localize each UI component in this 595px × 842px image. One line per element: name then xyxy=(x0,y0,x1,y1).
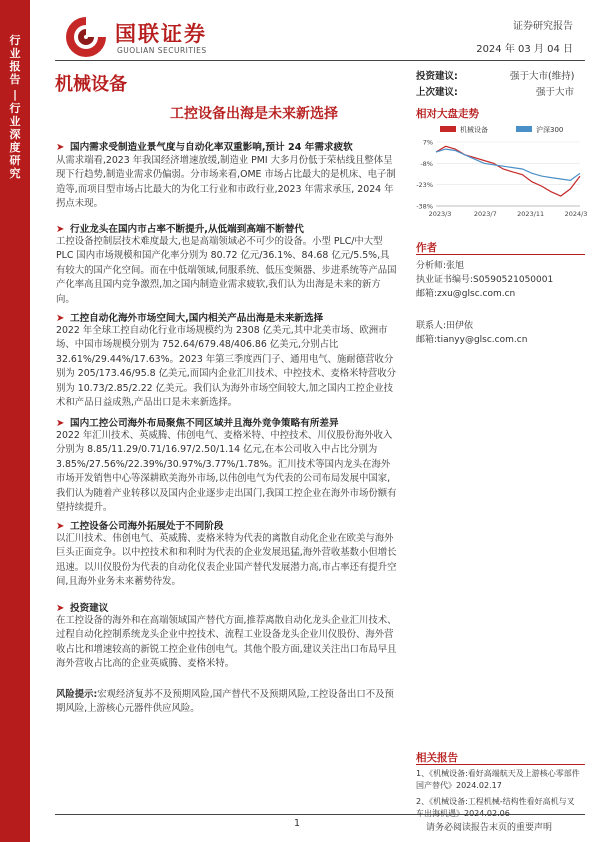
y-tick-label: -23% xyxy=(416,181,433,190)
section-body-6 xyxy=(56,614,398,672)
previous-rating-value: 强于大市 xyxy=(536,87,575,98)
section-body-text: 2022 年全球工控自动化行业市场规模约为 2308 亿美元,其中北美市场、欧洲市场、中国市场规模分别为 752.64/679.48/406.86 亿美元,分别占比 32.61%/29.44%/17.63%。2023 年第三季度西门子、通用电气、施耐德营收分别为 205/173.46/95.8 亿美元,而国内企业汇川技术、中控技术、麦格米特营收分别为 10.73/2.85/2.22 亿美元。我们认为海外市场空间较大,加之国内工控企业技术和产品日益成熟,产品出口是未来新选择。 xyxy=(56,325,396,409)
logo-chinese-text: 国联证券 xyxy=(115,22,207,46)
related-reports-list xyxy=(416,768,581,820)
section-body-4 xyxy=(56,429,398,515)
contact-email-row xyxy=(416,332,527,345)
related-divider xyxy=(416,764,585,765)
section-heading-text: 工控自动化海外市场空间大,国内相关产品出海是未来新选择 xyxy=(70,313,324,324)
legend-label: 沪深300 xyxy=(536,126,564,134)
relative-performance-chart xyxy=(410,120,588,222)
bullet-arrow-icon: ➤ xyxy=(56,142,65,153)
previous-rating-label: 上次建议: xyxy=(416,87,458,98)
risk-warning xyxy=(56,688,398,717)
section-heading-text: 国内需求受制造业景气度与自动化率双重影响,预计 24 年需求疲软 xyxy=(70,142,353,153)
legend-label: 机械设备 xyxy=(460,126,488,134)
footer-divider xyxy=(55,814,585,815)
disclaimer-notice: 请务必阅读报告末页的重要声明 xyxy=(426,823,553,833)
bullet-arrow-icon: ➤ xyxy=(56,603,65,614)
legend-swatch xyxy=(440,126,456,132)
x-tick-label: 2024/3 xyxy=(564,210,588,218)
cert-label: 执业证书编号: xyxy=(416,275,474,285)
logo-emblem-icon xyxy=(63,14,109,60)
series-line-2 xyxy=(436,149,580,180)
risk-text: 宏观经济复苏不及预期风险,国产替代不及预期风险,工控设备出口不及预期风险,上游核心元器件供应风险。 xyxy=(56,689,394,715)
related-report-item[interactable]: 1、《机械设备:看好高端航天及上游核心零部件国产替代》2024.02.17 xyxy=(416,769,580,790)
section-body-text: 2022 年汇川技术、英威腾、伟创电气、麦格米特、中控技术、川仪股份海外收入分别为 8.85/11.29/0.71/16.97/2.50/1.14 亿元,在本公司收入中占比分别为 3.85%/27.56%/22.39%/30.97%/3.77%/1.78%。汇川技术等国内龙头在海外市场开发销售中心等深耕欧美海外市场,以伟创电气为代表的公司布局发展中国家,我们认为随着产业转移以及国内企业逐步走出国门,我国工控企业在海外市场份额有望持续提升。 xyxy=(56,430,397,514)
cert-row xyxy=(416,272,553,285)
report-title: 工控设备出海是未来新选择 xyxy=(170,106,338,122)
bullet-arrow-icon: ➤ xyxy=(56,418,65,429)
section-heading-3 xyxy=(56,310,323,324)
sidebar-separator-text: | xyxy=(12,88,18,101)
relative-performance-chart-svg xyxy=(410,120,588,222)
contact-email[interactable]: tianyy@glsc.com.cn xyxy=(437,335,528,345)
section-heading-text: 投资建议 xyxy=(70,603,109,614)
page-number: 1 xyxy=(294,818,301,829)
sidebar-separator xyxy=(0,88,30,101)
section-body-text: 从需求端看,2023 年我国经济增速放缓,制造业 PMI 大多月份低于荣枯线且整体呈现下行趋势,制造业需求仍偏弱。分市场来看,OME 市场占比最大的是机床、电子制造等,而项目型市场占比最大的为化工行业和市政行业,2023 年需求承压, 2024 年拐点未现。 xyxy=(56,155,396,210)
section-heading-text: 行业龙头在国内市占率不断提升,从低端到高端不断替代 xyxy=(70,224,304,235)
section-heading-5 xyxy=(56,518,224,532)
section-body-3 xyxy=(56,324,398,410)
contact-email-label: 邮箱: xyxy=(416,335,438,345)
related-report-item[interactable]: 2、《机械设备:工程机械-结构性看好高机与叉 xyxy=(416,797,575,806)
investment-rating-label: 投资建议: xyxy=(416,71,458,82)
y-tick-label: 7% xyxy=(422,138,433,147)
section-body-2 xyxy=(56,235,398,307)
section-heading-text: 国内工控公司海外布局聚焦不同区域并且海外竞争策略有所差异 xyxy=(70,418,339,429)
contact-row xyxy=(416,318,473,331)
analyst-row xyxy=(416,258,464,271)
sidebar-vertical-text-2: 行 业 深 度 研 究 xyxy=(9,102,21,180)
related-reports-title: 相关报告 xyxy=(416,752,458,764)
section-heading-6 xyxy=(56,600,108,614)
section-heading-4 xyxy=(56,415,339,429)
bullet-arrow-icon: ➤ xyxy=(56,521,65,532)
cert-number: S0590521050001 xyxy=(473,275,554,285)
x-tick-label: 2023/3 xyxy=(428,210,452,218)
y-tick-label: -8% xyxy=(420,159,433,168)
section-body-text: 以汇川技术、伟创电气、英威腾、麦格米特为代表的离散自动化企业在欧美与海外巨头正面竞争。以中控技术和和利时为代表的企业发展迅猛,海外营收基数小但增长迅速。以川仪股份为代表的自动化仪表企业国产替代发展潜力高,市占率还有提升空间,且海外业务未来蓄势待发。 xyxy=(56,533,397,588)
x-tick-label: 2023/7 xyxy=(473,210,497,218)
section-heading-1 xyxy=(56,139,353,153)
author-section-title: 作者 xyxy=(416,242,437,254)
bullet-arrow-icon: ➤ xyxy=(56,224,65,235)
logo-english-text: GUOLIAN SECURITIES xyxy=(117,46,207,55)
risk-label: 风险提示: xyxy=(56,689,98,700)
y-tick-label: -38% xyxy=(416,202,433,211)
section-heading-2 xyxy=(56,221,304,235)
series-line-1 xyxy=(436,146,580,196)
bullet-arrow-icon: ➤ xyxy=(56,313,65,324)
section-body-text: 工控设备控制层技术难度最大,也是高端领域必不可少的设备。小型 PLC/中大型 PLC 国内市场规模和国产化率分别为 80.72 亿元/36.1%、84.68 亿元/5.5%,具有较大的国产化空间。而在中低端领域,伺服系统、低压变频器、步进系统等产品国产化率高且国内竞争激烈,加之国内制造业需求疲软,我们认为出海是未来的新方向。 xyxy=(56,236,397,305)
sector-name: 机械设备 xyxy=(55,74,127,95)
section-body-1 xyxy=(56,154,398,212)
analyst-name: 张旭 xyxy=(446,261,465,271)
sidebar-vertical-label-industry-report xyxy=(0,34,30,86)
chart-section-title: 相对大盘走势 xyxy=(416,108,479,120)
analyst-label: 分析师: xyxy=(416,261,447,271)
x-tick-label: 2023/11 xyxy=(517,210,545,218)
contact-label: 联系人: xyxy=(416,321,447,331)
sidebar-vertical-text-1: 行 业 报 告 xyxy=(9,34,21,86)
analyst-email-label: 邮箱: xyxy=(416,289,438,299)
investment-rating-value: 强于大市(维持) xyxy=(510,71,575,82)
contact-name: 田伊依 xyxy=(446,321,474,331)
section-heading-text: 工控设备公司海外拓展处于不同阶段 xyxy=(70,521,224,532)
company-logo xyxy=(63,14,263,62)
report-type-label: 证券研究报告 xyxy=(513,21,573,32)
sidebar-vertical-label-depth xyxy=(0,102,30,180)
left-sidebar-band xyxy=(0,0,30,842)
header-divider xyxy=(55,60,585,61)
section-body-5 xyxy=(56,532,398,590)
analyst-email[interactable]: zxu@glsc.com.cn xyxy=(437,289,516,299)
author-divider xyxy=(416,254,585,255)
analyst-email-row xyxy=(416,286,515,299)
legend-swatch xyxy=(516,126,532,132)
report-date: 2024 年 03 月 04 日 xyxy=(476,44,573,55)
section-body-text: 在工控设备的海外和在高端领域国产替代方面,推荐离散自动化龙头企业汇川技术、过程自动化控制系统龙头企业中控技术、流程工业设备龙头企业川仪股份、海外营收占比和增速较高的新锐工控企业伟创电气。其他个股方面,建议关注出口布局早且海外营收占比高的企业英威腾、麦格米特。 xyxy=(56,615,397,670)
